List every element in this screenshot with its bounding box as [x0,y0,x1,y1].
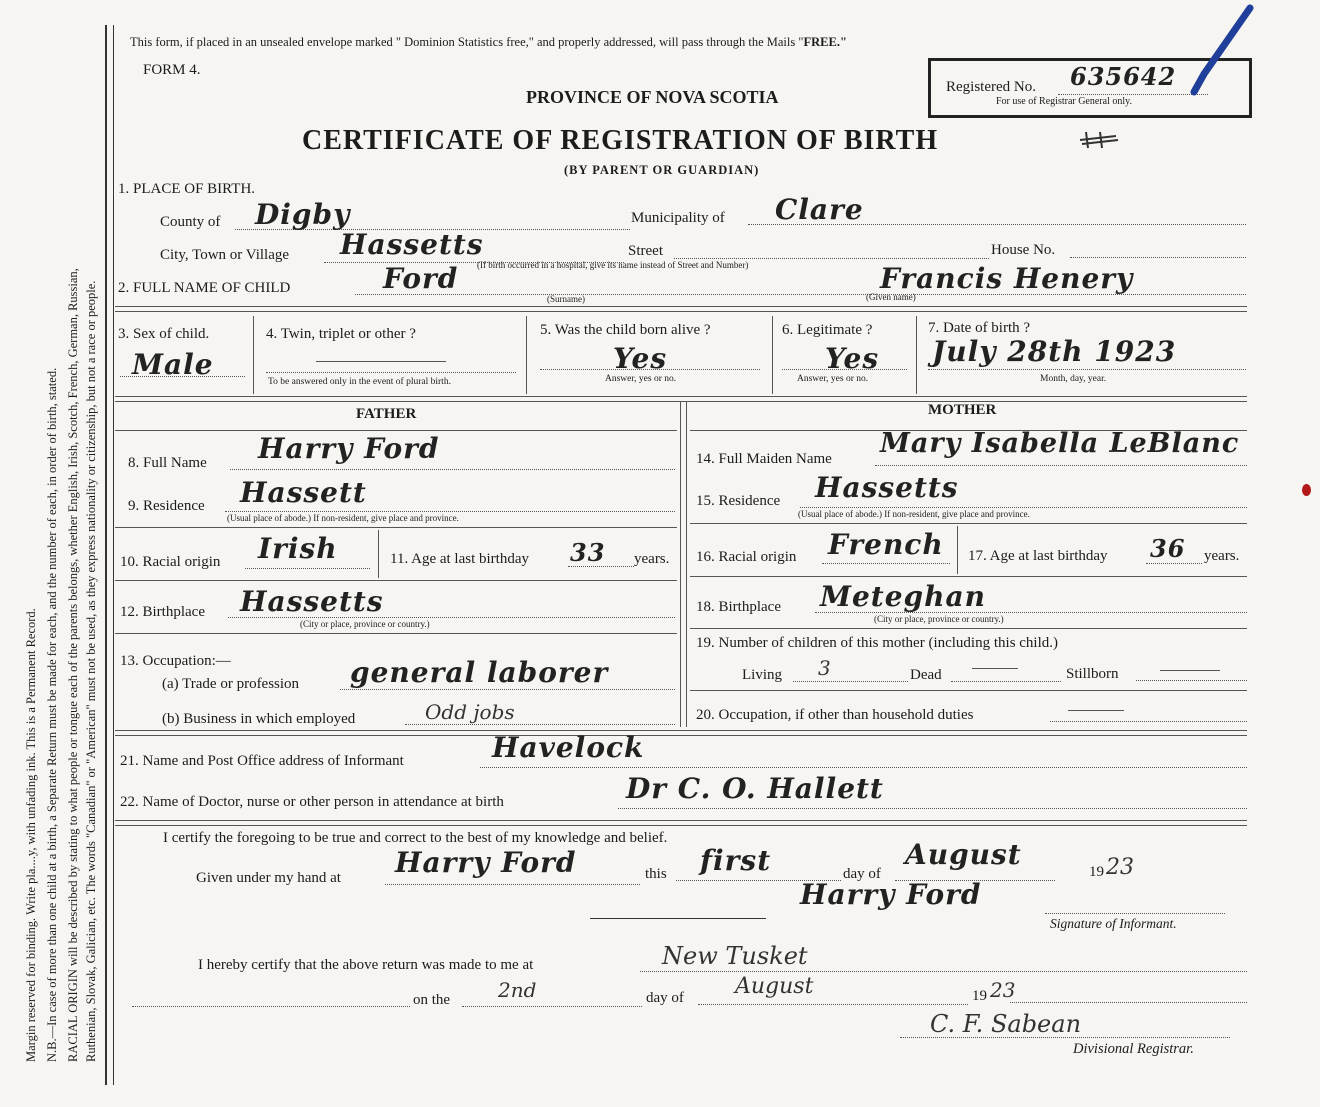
registration-number: 635642 [1070,62,1177,91]
registration-label: Registered No. [946,79,1036,95]
house-label: House No. [991,242,1056,258]
father-age-label: 11. Age at last birthday [390,551,529,567]
dead-label: Dead [910,667,942,683]
certificate-subtitle: (BY PARENT OR GUARDIAN) [564,163,760,177]
sex-value: Male [132,348,214,381]
father-heading: FATHER [356,406,417,422]
legitimate-note: Answer, yes or no. [797,374,869,384]
mother-racial-label: 16. Racial origin [696,549,797,565]
certificate-title: CERTIFICATE OF REGISTRATION OF BIRTH [302,125,939,156]
alive-note: Answer, yes or no. [605,374,677,384]
form-number: FORM 4. [143,62,201,78]
alive-value: Yes [613,342,668,375]
registrar-year-prefix: 19 [972,988,987,1004]
business-label: (b) Business in which employed [162,711,356,727]
father-residence-note: (Usual place of abode.) If non-resident, give place and province. [227,513,459,523]
registrar-day-of-label: day of [646,990,684,1006]
year-prefix: 19 [1089,864,1104,880]
father-business: Odd jobs [425,700,515,724]
father-residence-label: 9. Residence [128,498,205,514]
this-label: this [645,866,667,882]
registrar-year-suffix: 23 [990,978,1016,1002]
county-label: County of [160,214,221,230]
mother-name-label: 14. Full Maiden Name [696,451,832,467]
struck-flourish-icon [1076,128,1122,152]
given-at-value: Harry Ford [395,846,577,879]
year-suffix: 23 [1106,855,1134,880]
informant-value: Havelock [492,731,645,764]
street-label: Street [628,243,663,259]
mother-birthplace: Meteghan [820,580,986,613]
municipality-value: Clare [775,193,864,226]
doctor-label: 22. Name of Doctor, nurse or other person in attendance at birth [120,794,504,810]
father-birthplace-label: 12. Birthplace [120,604,205,620]
twin-note: To be answered only in the event of plural birth. [268,377,451,387]
dob-label: 7. Date of birth ? [928,320,1031,336]
province-title: PROVINCE OF NOVA SCOTIA [526,87,779,107]
father-age: 33 [570,538,606,567]
mother-occupation-label: 20. Occupation, if other than household duties [696,707,974,723]
margin-note-2: N.B.—In case of more than one child at a birth, a Separate Return must be made for each, and the number of each, in order of birth, stated. [45,367,59,1062]
on-the-label: on the [413,992,451,1008]
father-racial: Irish [258,532,338,565]
father-years: years. [634,551,670,567]
mother-residence-note: (Usual place of abode.) If non-resident, give place and province. [798,509,1030,519]
registrar-statement: I hereby certify that the above return was made to me at [198,957,534,973]
hospital-note: (If birth occurred in a hospital, give its name instead of Street and Number) [477,260,749,270]
child-given-name: Francis Henery [880,262,1134,295]
dob-note: Month, day, year. [1040,374,1107,384]
mother-years: years. [1204,548,1240,564]
city-label: City, Town or Village [160,247,290,263]
trade-label: (a) Trade or profession [162,676,300,692]
mother-age: 36 [1150,534,1186,563]
living-value: 3 [818,656,831,680]
father-name-label: 8. Full Name [128,455,207,471]
mother-birthplace-label: 18. Birthplace [696,599,781,615]
binding-margin-line [105,25,107,1085]
ink-stroke-icon [1186,4,1256,96]
legitimate-label: 6. Legitimate ? [782,322,873,338]
registrar-signature: C. F. Sabean [930,1010,1082,1038]
stillborn-label: Stillborn [1066,666,1119,682]
mother-racial: French [828,528,944,561]
legitimate-value: Yes [825,342,880,375]
mother-residence-label: 15. Residence [696,493,781,509]
children-label: 19. Number of children of this mother (including this child.) [696,635,1059,651]
municipality-label: Municipality of [631,210,725,226]
city-value: Hassetts [340,228,484,261]
county-value: Digby [255,198,351,231]
mother-name: Mary Isabella LeBlanc [880,428,1240,459]
doctor-value: Dr C. O. Hallett [626,772,884,805]
given-under-hand-label: Given under my hand at [196,870,341,886]
margin-note-3: RACIAL ORIGIN will be described by stating to what people or tongue each of the parents belongs, whether English, Irish, Scotch, French, German, Russian, [66,268,80,1062]
month-value: August [905,838,1022,871]
mother-heading: MOTHER [928,402,997,418]
red-ink-mark-icon [1302,484,1311,496]
postal-note: This form, if placed in an unsealed envelope marked " Dominion Statistics free," and properly addressed, will pass through the Mails "FREE." [130,35,847,49]
child-surname: Ford [383,262,459,295]
informant-signature: Harry Ford [800,878,982,911]
registrar-month: August [735,974,814,999]
father-residence: Hassett [240,476,367,509]
mother-birthplace-note: (City or place, province or country.) [874,614,1004,624]
father-racial-label: 10. Racial origin [120,554,221,570]
informant-label: 21. Name and Post Office address of Informant [120,753,404,769]
certify-statement: I certify the foregoing to be true and correct to the best of my knowledge and belief. [163,830,668,846]
living-label: Living [742,667,782,683]
sex-label: 3. Sex of child. [118,326,210,342]
occupation-label: 13. Occupation:— [120,653,231,669]
registrar-label: Divisional Registrar. [1073,1041,1194,1057]
signature-label: Signature of Informant. [1050,916,1177,931]
place-of-birth-heading: 1. PLACE OF BIRTH. [118,181,256,197]
margin-note-4: Ruthenian, Slovak, Galician, etc. The words "Canadian" or "American" must not be used, as they express nationality or citizenship, but not a race or people. [84,280,98,1062]
alive-label: 5. Was the child born alive ? [540,322,711,338]
father-birthplace: Hassetts [240,585,384,618]
mother-residence: Hassetts [815,471,959,504]
registration-note: For use of Registrar General only. [996,96,1132,107]
child-name-label: 2. FULL NAME OF CHILD [118,280,291,296]
day-of-label: day of [843,866,881,882]
dob-value: July 28th 1923 [932,335,1177,368]
margin-note-1: Margin reserved for binding. Write pla....y, with unfading ink. This is a Permanent Record. [24,608,38,1062]
twin-label: 4. Twin, triplet or other ? [266,326,416,342]
father-name: Harry Ford [258,432,440,465]
registrar-day: 2nd [498,978,537,1002]
father-birthplace-note: (City or place, province or country.) [300,619,430,629]
surname-label: (Surname) [547,294,585,304]
father-trade: general laborer [350,656,609,689]
registrar-place: New Tusket [662,942,808,970]
binding-margin-line-2 [113,25,114,1085]
this-day-value: first [700,844,772,877]
mother-age-label: 17. Age at last birthday [968,548,1108,564]
given-name-label: (Given name) [866,292,916,302]
